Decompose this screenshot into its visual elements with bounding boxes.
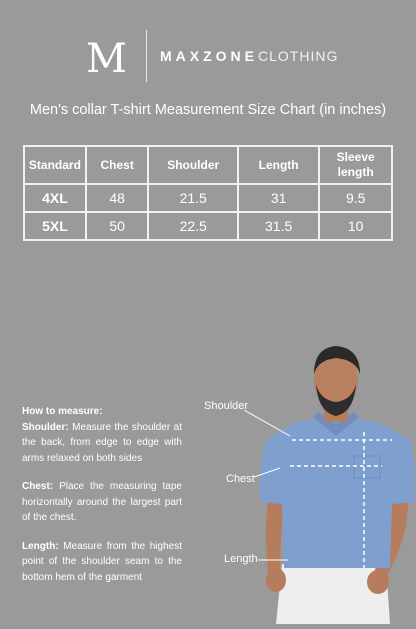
- how-to-measure: [22, 404, 182, 598]
- chest-label: Chest: [226, 473, 255, 485]
- cell-shoulder: 22.5: [148, 212, 237, 240]
- table-header-row: [24, 146, 392, 184]
- brand-name-light: CLOTHING: [258, 48, 339, 64]
- cell-length: 31.5: [238, 212, 319, 240]
- header-sleeve-length: Sleeve length: [319, 146, 392, 184]
- cell-shoulder: 21.5: [148, 184, 237, 212]
- right-hand-shape: [367, 570, 389, 594]
- cell-chest: 50: [86, 212, 149, 240]
- logo-mark: M: [86, 36, 125, 82]
- cell-sleeve-length: 9.5: [319, 184, 392, 212]
- table-row: [24, 184, 392, 212]
- model-photo: [196, 336, 416, 624]
- length-term: Length:: [22, 540, 59, 552]
- shoulder-instruction: [22, 420, 182, 467]
- cell-length: 31: [238, 184, 319, 212]
- how-to-title: How to measure:: [22, 406, 103, 417]
- shoulder-pointer-line: [244, 410, 290, 436]
- cell-standard: 5XL: [24, 212, 86, 240]
- table-row: [24, 212, 392, 240]
- length-instruction: [22, 539, 182, 586]
- shoulder-term: Shoulder:: [22, 421, 69, 433]
- logo-divider: [146, 30, 147, 82]
- brand-name-bold: MAXZONE: [160, 48, 258, 64]
- header-shoulder: Shoulder: [148, 146, 237, 184]
- chest-text: Place the measuring tape horizontally around the largest part of the chest.: [22, 481, 182, 523]
- header-chest: Chest: [86, 146, 149, 184]
- header-length: Length: [238, 146, 319, 184]
- chest-instruction: [22, 479, 182, 526]
- cell-chest: 48: [86, 184, 149, 212]
- size-chart-table: [23, 145, 393, 241]
- brand-name: [160, 48, 338, 64]
- page-title: Men's collar T-shirt Measurement Size Chart (in inches): [29, 102, 387, 118]
- length-label: Length: [224, 553, 258, 565]
- shoulder-text: Measure the shoulder at the back, from edge to edge with arms relaxed on both sides: [22, 421, 182, 464]
- cell-standard: 4XL: [24, 184, 86, 212]
- length-text: Measure from the highest point of the shoulder seam to the bottom hem of the garment: [22, 540, 182, 583]
- header-standard: Standard: [24, 146, 86, 184]
- chest-term: Chest:: [22, 481, 54, 492]
- left-hand-shape: [266, 568, 286, 592]
- shoulder-label: Shoulder: [204, 400, 249, 412]
- cell-sleeve-length: 10: [319, 212, 392, 240]
